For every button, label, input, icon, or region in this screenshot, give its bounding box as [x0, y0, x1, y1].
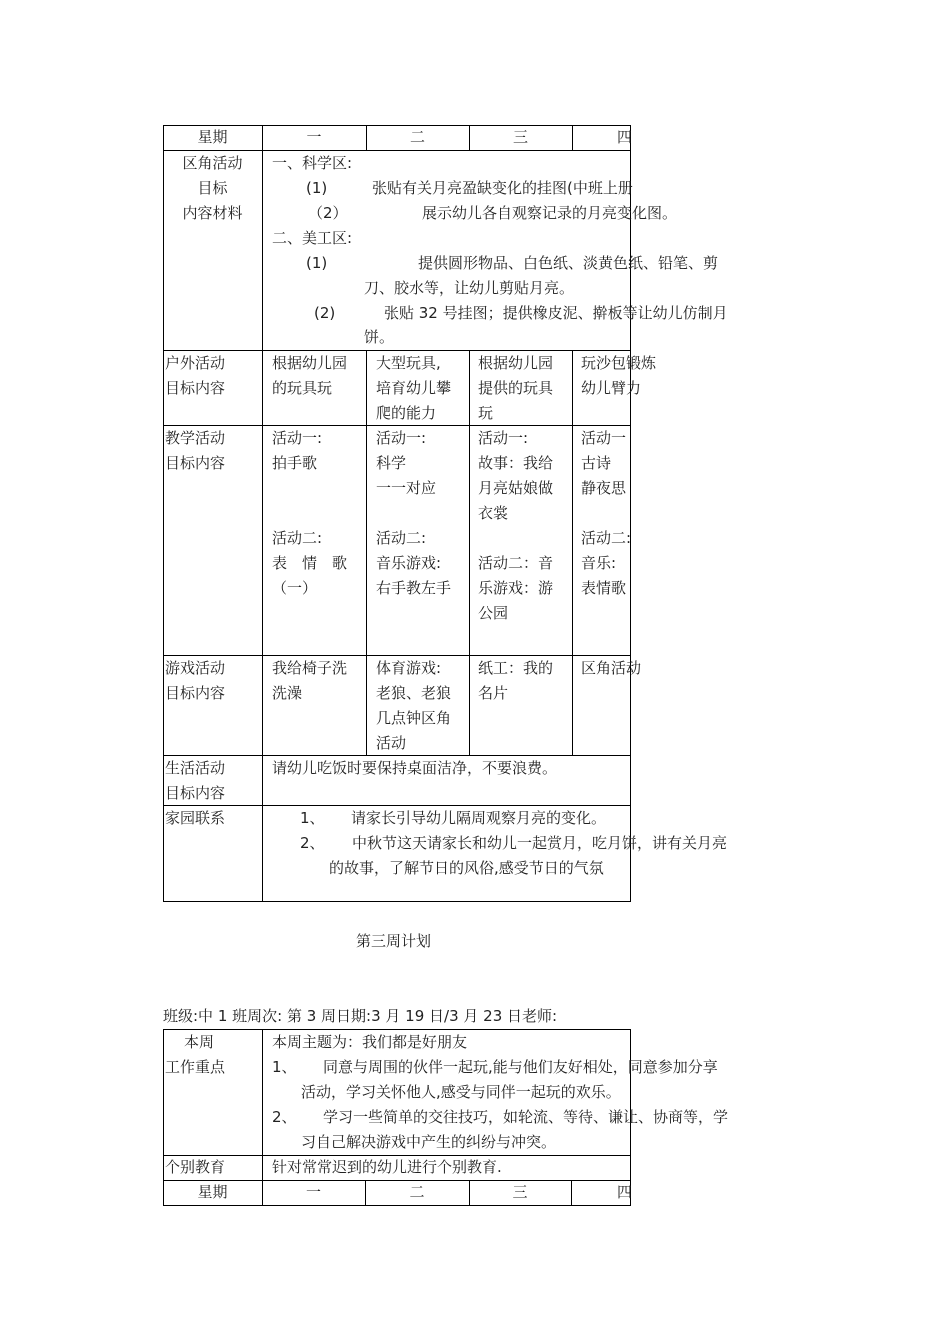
class-info-line: 班级:中 1 班周次: 第 3 周日期:3 月 19 日/3 月 23 日老师:	[163, 1007, 558, 1025]
individual-education-label: 个别教育	[165, 1158, 226, 1176]
day-tuesday: 二	[409, 128, 425, 146]
individual-education-text: 针对常常迟到的幼儿进行个别教育.	[272, 1158, 502, 1176]
weekday-header-label-2: 星期	[197, 1183, 228, 1201]
weekday-header-label: 星期	[197, 128, 228, 146]
day-tuesday-2: 二	[409, 1183, 425, 1201]
day-thursday: 四	[617, 128, 633, 146]
weekly-theme: 本周主题为：我们都是好朋友	[272, 1033, 468, 1051]
life-activity-text: 请幼儿吃饭时要保持桌面洁净，不要浪费。	[272, 759, 558, 777]
page-title: 第三周计划	[356, 932, 432, 950]
day-monday-2: 一	[305, 1183, 321, 1201]
day-wednesday-2: 三	[512, 1183, 528, 1201]
day-wednesday: 三	[512, 128, 528, 146]
home-contact-label: 家园联系	[165, 809, 226, 827]
day-thursday-2: 四	[617, 1183, 633, 1201]
day-monday: 一	[306, 128, 322, 146]
